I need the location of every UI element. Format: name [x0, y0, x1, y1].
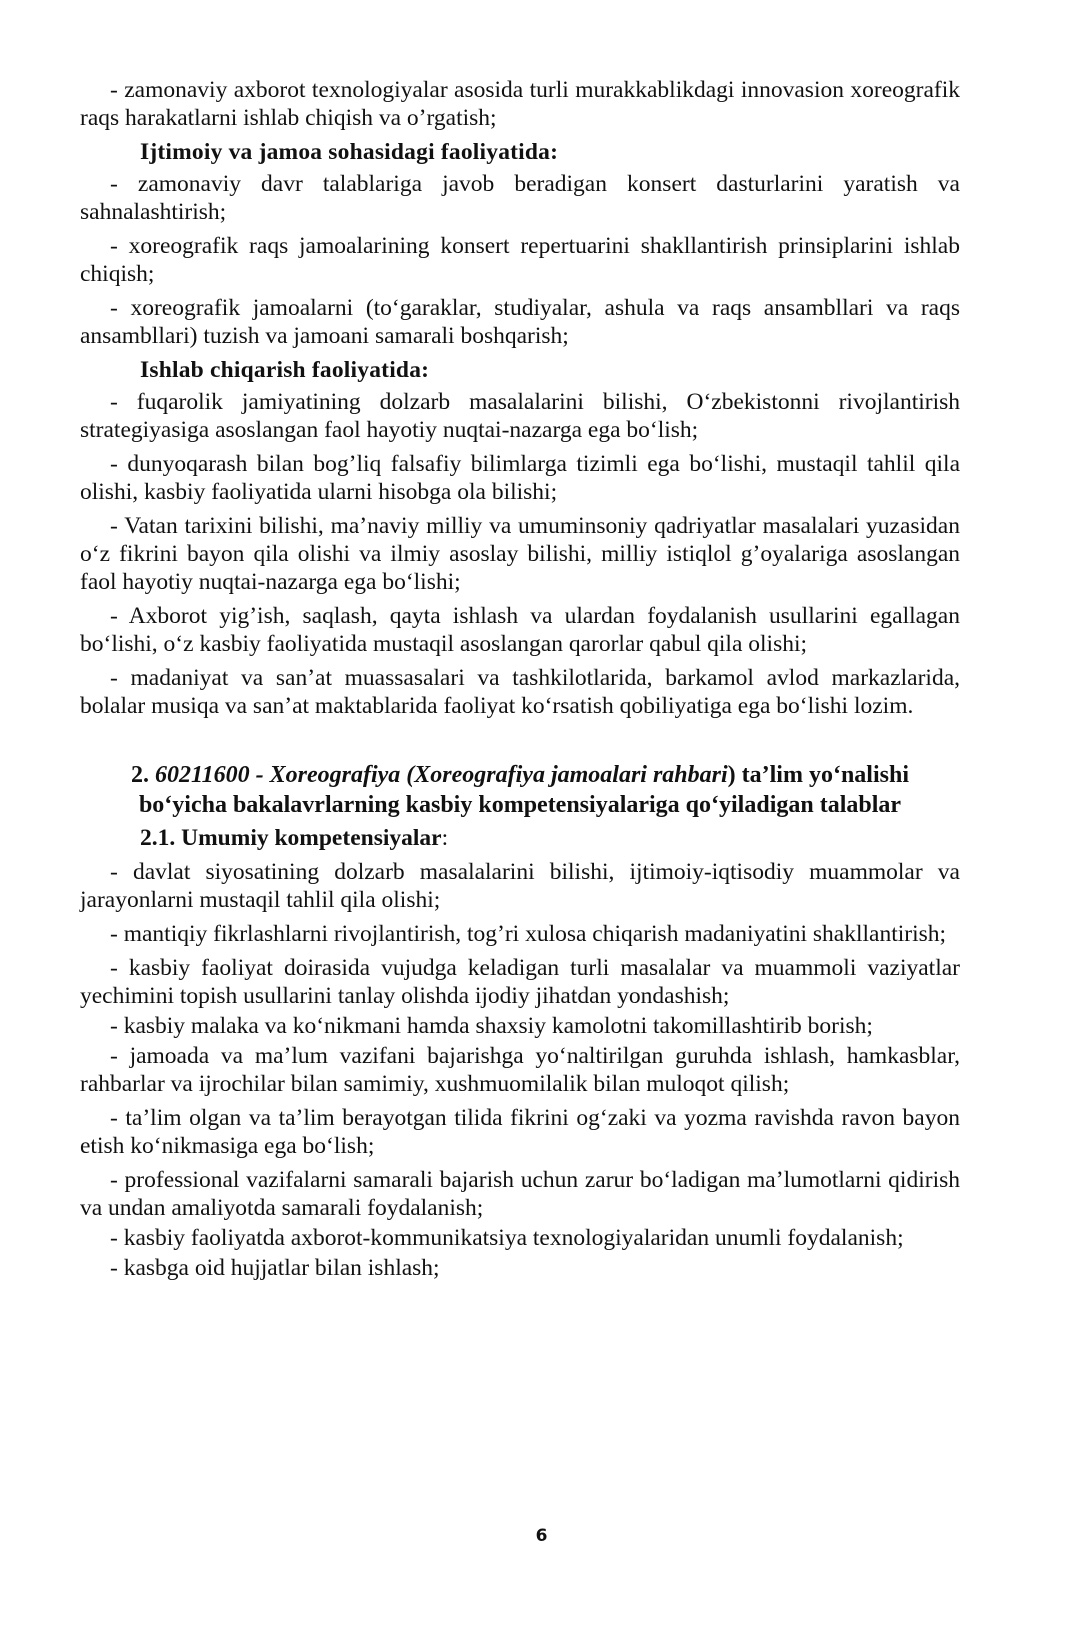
list-item: - ta’lim olgan va ta’lim berayotgan tilida fikrini og‘zaki va yozma ravishda ravon bayon etish ko‘nikmasiga ega bo‘lish; — [80, 1105, 960, 1159]
list-item: - xoreografik raqs jamoalarining konsert repertuarini shakllantirish prinsiplarini ishlab chiqish; — [80, 233, 960, 287]
subsection-label: 2.1. Umumiy kompetensiyalar — [140, 825, 442, 851]
list-item: - kasbiy faoliyatda axborot-kommunikatsiya texnologiyalaridan unumli foydalanish; — [110, 1225, 904, 1251]
subsection-colon: : — [441, 825, 449, 851]
list-item: - jamoada va ma’lum vazifani bajarishga yo‘naltirilgan guruhda ishlash, hamkasblar, rahbarlar va ijrochilar bilan samimiy, xushmuomilalik bilan muloqot qilish; — [80, 1043, 960, 1097]
section-code: 60211600 - Xoreografiya (Xoreografiya jamoalari rahbari — [154, 762, 728, 788]
page-number: 6 — [535, 1526, 548, 1546]
list-item: - zamonaviy davr talablariga javob beradigan konsert dasturlarini yaratish va sahnalashtirish; — [80, 171, 960, 225]
list-item: - davlat siyosatining dolzarb masalalarini bilishi, ijtimoiy-iqtisodiy muammolar va jarayonlarni mustaqil tahlil qila olishi; — [80, 859, 960, 913]
heading-social-activity: Ijtimoiy va jamoa sohasidagi faoliyatida: — [140, 139, 559, 165]
list-item: - madaniyat va san’at muassasalari va tashkilotlarida, barkamol avlod markazlarida, bolalar musiqa va san’at maktablarida faoliyat ko‘rsatish qobiliyatiga ega bo‘lishi lozim. — [80, 665, 960, 719]
section-title-rest: ) ta’lim yo‘nalishi — [727, 762, 909, 788]
section-title-line2: bo‘yicha bakalavrlarning kasbiy kompetensiyalariga qo‘yiladigan talablar — [138, 792, 902, 818]
list-item: - xoreografik jamoalarni (to‘garaklar, studiyalar, ashula va raqs ansambllari va raqs ansambllari) tuzish va jamoani samarali boshqarish; — [80, 295, 960, 349]
document-page — [80, 76, 960, 1288]
list-item: - kasbiy faoliyat doirasida vujudga keladigan turli masalalar va muammoli vaziyatlar yechimini topish usullarini tanlay olishda ijodiy jihatdan yondashish; — [80, 955, 960, 1009]
list-item: - Vatan tarixini bilishi, ma’naviy milliy va umuminsoniy qadriyatlar masalalari yuzasidan o‘z fikrini bayon qila olishi va ilmiy asoslay bilishi, milliy istiqlol g’oyalariga asoslangan faol hayotiy nuqtai-nazarga ega bo‘lishi; — [80, 513, 960, 595]
list-item: - mantiqiy fikrlashlarni rivojlantirish, tog’ri xulosa chiqarish madaniyatini shakllantirish; — [110, 921, 947, 947]
section-number: 2. — [130, 762, 149, 788]
list-item: - kasbga oid hujjatlar bilan ishlash; — [110, 1255, 440, 1281]
list-item: - fuqarolik jamiyatining dolzarb masalalarini bilishi, O‘zbekistonni rivojlantirish strategiyasiga asoslangan faol hayotiy nuqtai-nazarga ega bo‘lish; — [80, 389, 960, 443]
subsection-heading — [80, 824, 960, 852]
heading-production-activity: Ishlab chiqarish faoliyatida: — [140, 357, 430, 383]
section-title — [80, 760, 960, 820]
list-item: - professional vazifalarni samarali bajarish uchun zarur bo‘ladigan ma’lumotlarni qidirish va undan amaliyotda samarali foydalanish; — [80, 1167, 960, 1221]
list-item: - Axborot yig’ish, saqlash, qayta ishlash va ulardan foydalanish usullarini egallagan bo‘lishi, o‘z kasbiy faoliyatida mustaqil asoslangan qarorlar qabul qila olishi; — [80, 603, 960, 657]
list-item: - dunyoqarash bilan bog’liq falsafiy bilimlarga tizimli ega bo‘lishi, mustaqil tahlil qila olishi, kasbiy faoliyatida ularni hisobga ola bilishi; — [80, 451, 960, 505]
paragraph: - zamonaviy axborot texnologiyalar asosida turli murakkablikdagi innovasion xoreografik raqs harakatlarni ishlab chiqish va o’rgatish; — [80, 77, 960, 131]
list-item: - kasbiy malaka va ko‘nikmani hamda shaxsiy kamolotni takomillashtirib borish; — [110, 1013, 873, 1039]
